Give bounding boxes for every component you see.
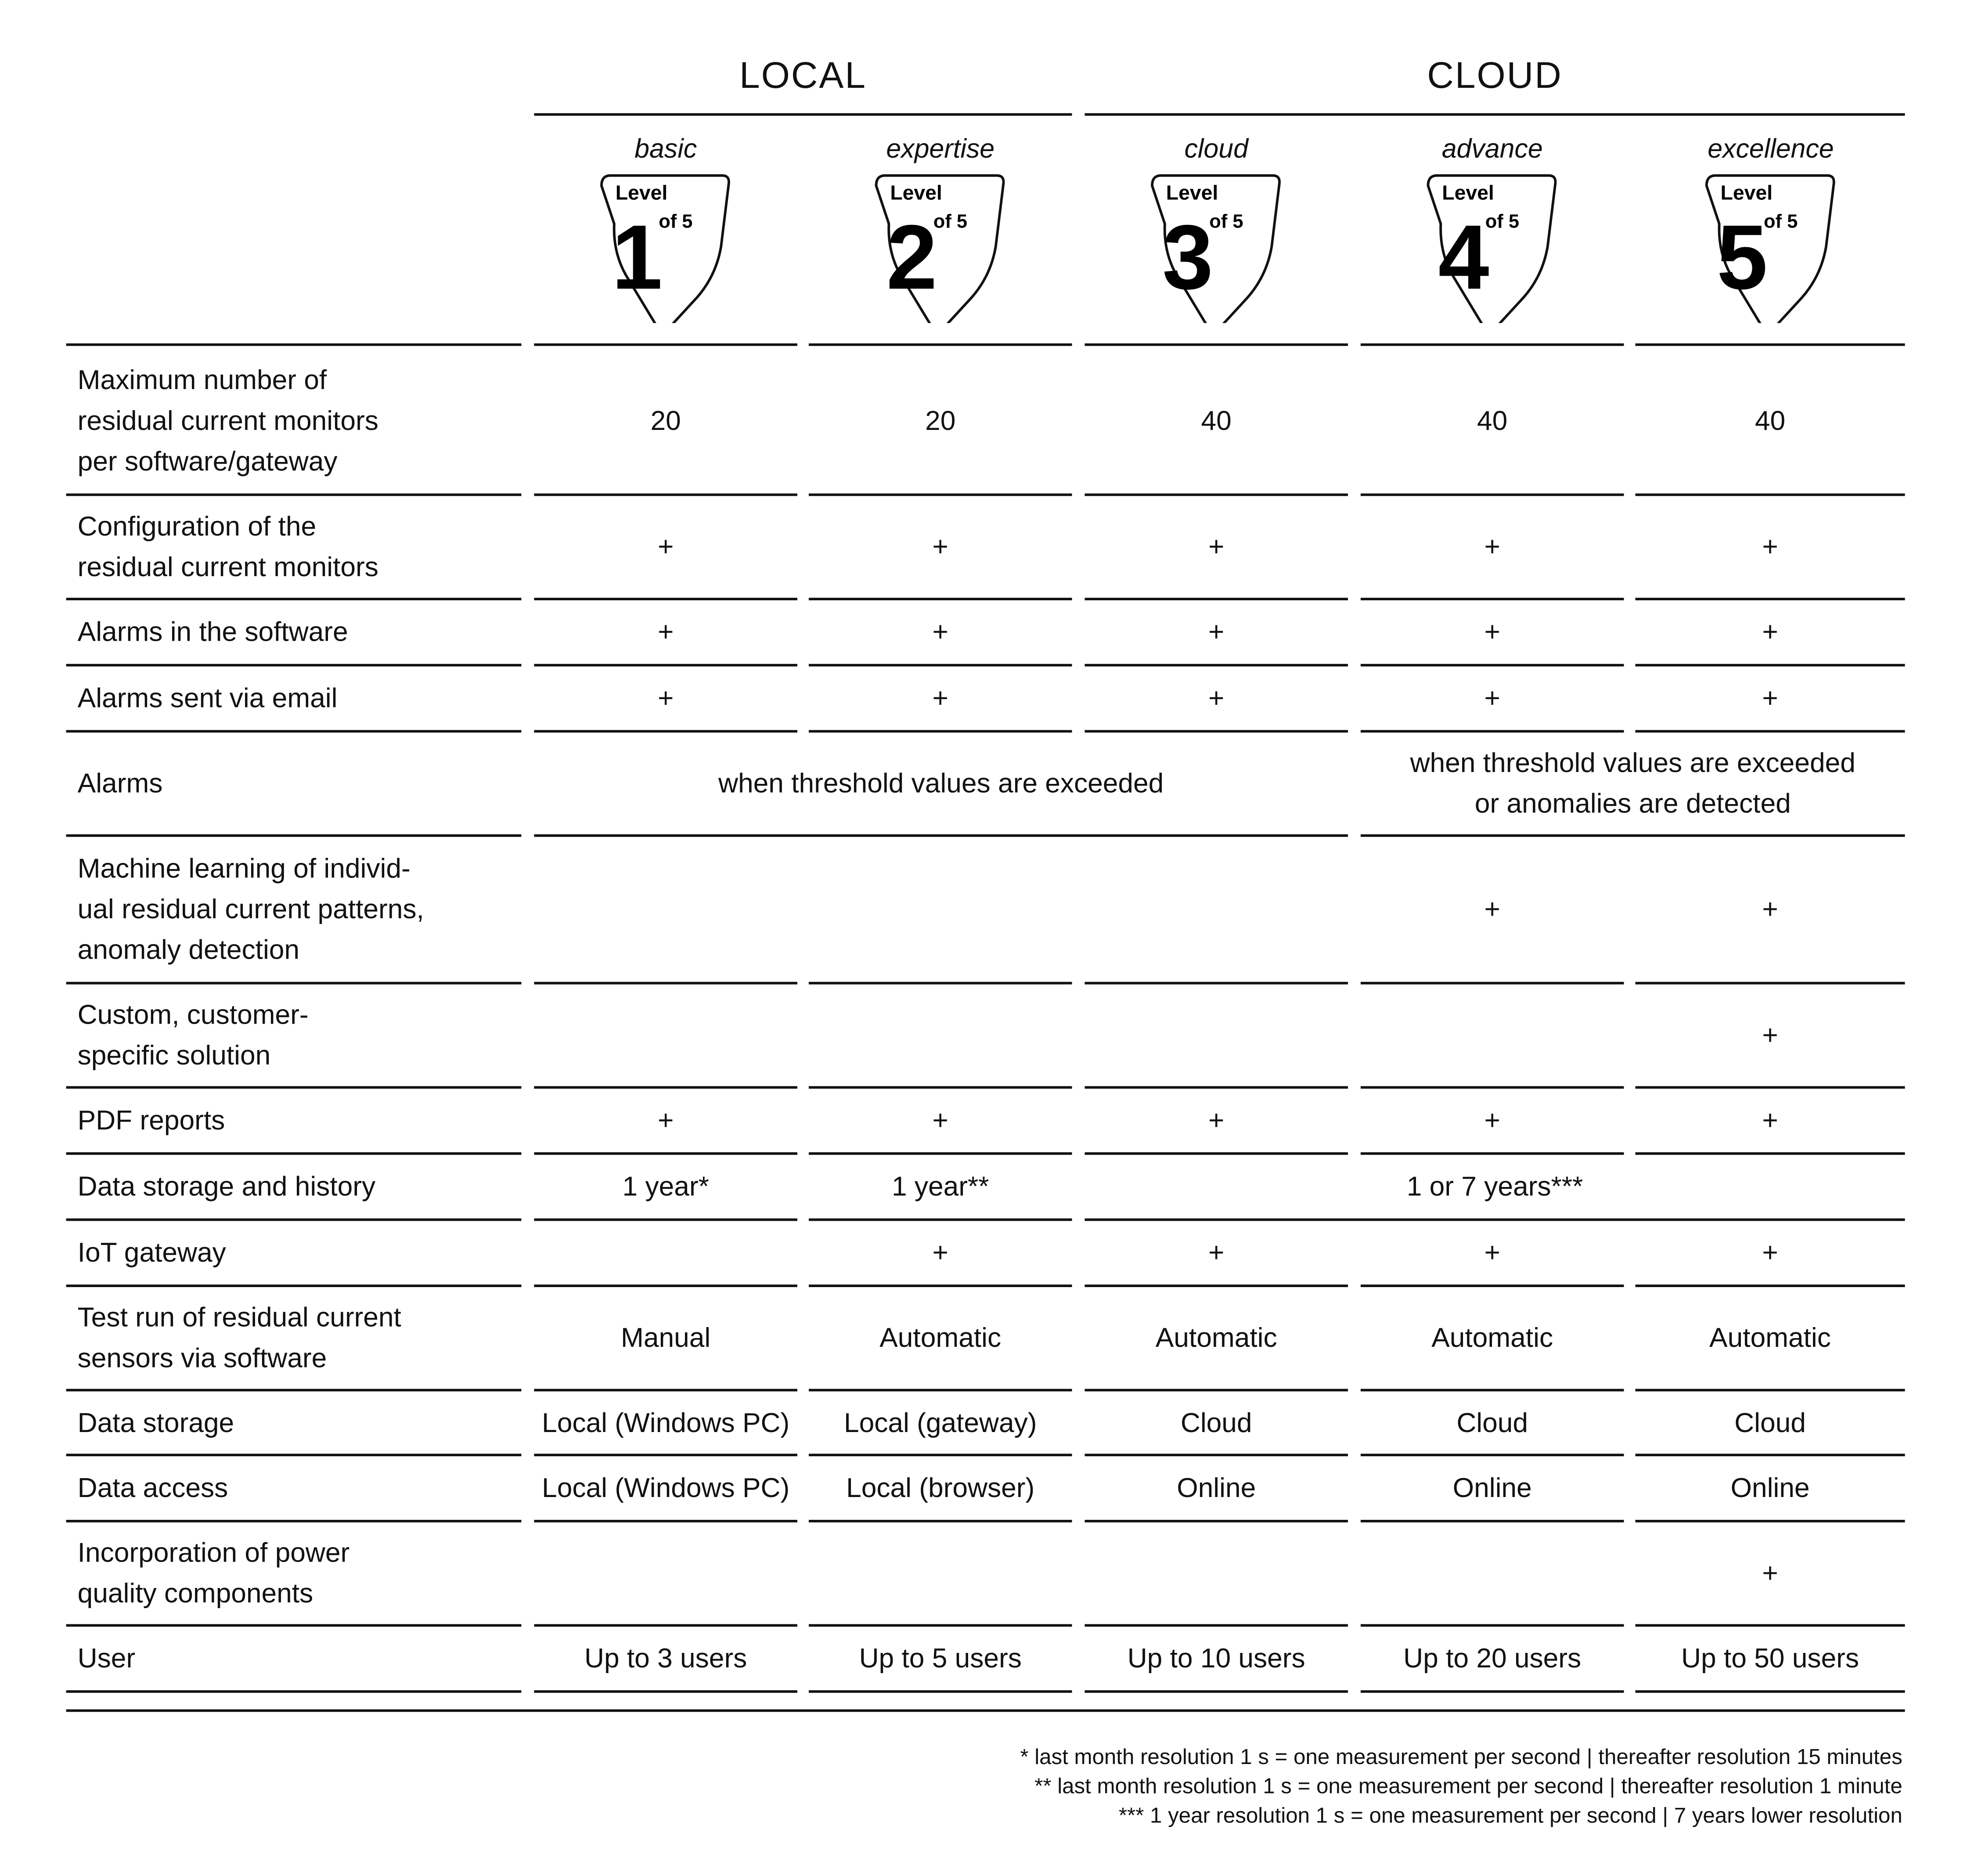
- feature-included-mark: +: [1085, 600, 1348, 667]
- table-cell: 20: [809, 349, 1072, 496]
- table-cell: Cloud: [1085, 1391, 1348, 1456]
- svg-text:of 5: of 5: [1208, 211, 1243, 232]
- table-cell: Local (Windows PC): [534, 1456, 797, 1522]
- feature-included-mark: +: [534, 496, 797, 600]
- feature-included-mark: +: [1636, 1221, 1905, 1287]
- feature-included-mark: +: [809, 667, 1072, 733]
- level-badge-icon: [1421, 170, 1564, 323]
- row-label: Machine learning of individ- ual residual current patterns, anomaly detection: [66, 837, 522, 985]
- feature-included-mark: +: [1361, 600, 1624, 667]
- table-cell: 40: [1636, 349, 1905, 496]
- feature-included-mark: +: [1636, 1089, 1905, 1155]
- row-label: PDF reports: [66, 1089, 522, 1155]
- svg-text:4: 4: [1438, 206, 1489, 309]
- feature-included-mark: +: [1636, 496, 1905, 600]
- row-label: Test run of residual current sensors via software: [66, 1287, 522, 1391]
- table-cell: [809, 837, 1072, 985]
- feature-included-mark: +: [809, 1221, 1072, 1287]
- svg-text:1: 1: [611, 206, 662, 309]
- tier-basic: [534, 135, 797, 323]
- tier-name: advance: [1441, 134, 1543, 164]
- feature-included-mark: +: [1636, 837, 1905, 985]
- header-rule: [534, 343, 797, 346]
- feature-included-mark: +: [1085, 1221, 1348, 1287]
- svg-text:Level: Level: [889, 181, 942, 204]
- svg-text:of 5: of 5: [658, 211, 692, 232]
- row-label: Data storage and history: [66, 1155, 522, 1221]
- feature-included-mark: +: [1361, 667, 1624, 733]
- table-cell: [809, 1522, 1072, 1627]
- tier-name: expertise: [886, 134, 995, 164]
- footnote: ** last month resolution 1 s = one measurement per second | thereafter resolution 1 minute: [1034, 1774, 1903, 1799]
- svg-text:3: 3: [1161, 206, 1213, 309]
- header-rule: [1085, 343, 1348, 346]
- header-rule: [1361, 343, 1624, 346]
- row-label: Alarms: [66, 732, 522, 837]
- table-cell: [534, 1522, 797, 1627]
- feature-included-mark: +: [1361, 837, 1624, 985]
- table-cell: Cloud: [1636, 1391, 1905, 1456]
- group-title-cloud: CLOUD: [1427, 56, 1563, 97]
- table-cell: 40: [1361, 349, 1624, 496]
- svg-text:Level: Level: [1441, 181, 1494, 204]
- tier-name: excellence: [1708, 134, 1834, 164]
- table-cell: [1361, 1522, 1624, 1627]
- table-cell: Online: [1085, 1456, 1348, 1522]
- svg-text:Level: Level: [1720, 181, 1772, 204]
- table-cell: Automatic: [1636, 1287, 1905, 1391]
- tier-advance: [1361, 135, 1624, 323]
- table-cell: [534, 837, 797, 985]
- feature-included-mark: +: [1636, 985, 1905, 1089]
- feature-included-mark: +: [1085, 667, 1348, 733]
- table-cell: Up to 10 users: [1085, 1627, 1348, 1693]
- footnote: * last month resolution 1 s = one measurement per second | thereafter resolution 15 minutes: [1020, 1745, 1903, 1769]
- table-cell: Automatic: [1361, 1287, 1624, 1391]
- feature-included-mark: +: [534, 600, 797, 667]
- table-cell: 1 year**: [809, 1155, 1072, 1221]
- svg-text:of 5: of 5: [933, 211, 967, 232]
- feature-included-mark: +: [1636, 667, 1905, 733]
- header-rule: [66, 343, 522, 346]
- table-cell: [1361, 985, 1624, 1089]
- feature-included-mark: +: [809, 496, 1072, 600]
- table-cell: Automatic: [809, 1287, 1072, 1391]
- table-cell: [1085, 1522, 1348, 1627]
- table-cell: [1085, 985, 1348, 1089]
- table-cell: [534, 985, 797, 1089]
- group-divider: [1085, 113, 1905, 116]
- row-label: User: [66, 1627, 522, 1693]
- level-badge-icon: [1700, 170, 1842, 323]
- feature-included-mark: +: [1361, 1221, 1624, 1287]
- table-cell: Online: [1636, 1456, 1905, 1522]
- row-label: Alarms sent via email: [66, 667, 522, 733]
- tier-name: cloud: [1184, 134, 1248, 164]
- level-badge-icon: [1145, 170, 1287, 323]
- table-cell: 1 year*: [534, 1155, 797, 1221]
- table-cell: Local (Windows PC): [534, 1391, 797, 1456]
- svg-text:5: 5: [1716, 206, 1767, 309]
- tier-expertise: [809, 135, 1072, 323]
- row-label: Alarms in the software: [66, 600, 522, 667]
- row-label: Custom, customer- specific solution: [66, 985, 522, 1089]
- table-cell: Online: [1361, 1456, 1624, 1522]
- svg-text:Level: Level: [1165, 181, 1218, 204]
- table-cell: when threshold values are exceeded or anomalies are detected: [1361, 732, 1905, 837]
- table-cell: [1085, 837, 1348, 985]
- group-title-local: LOCAL: [739, 56, 867, 97]
- table-cell: 40: [1085, 349, 1348, 496]
- feature-included-mark: +: [809, 1089, 1072, 1155]
- svg-text:of 5: of 5: [1763, 211, 1797, 232]
- feature-included-mark: +: [1636, 600, 1905, 667]
- feature-included-mark: +: [1361, 496, 1624, 600]
- table-cell: [809, 985, 1072, 1089]
- feature-included-mark: +: [1085, 1089, 1348, 1155]
- table-cell: Up to 50 users: [1636, 1627, 1905, 1693]
- svg-text:of 5: of 5: [1485, 211, 1519, 232]
- feature-included-mark: +: [809, 600, 1072, 667]
- footnotes: [1020, 1743, 1902, 1830]
- feature-included-mark: +: [1085, 496, 1348, 600]
- row-label: Configuration of the residual current monitors: [66, 496, 522, 600]
- table-cell: Automatic: [1085, 1287, 1348, 1391]
- table-cell: Local (gateway): [809, 1391, 1072, 1456]
- feature-included-mark: +: [1361, 1089, 1624, 1155]
- table-cell: 20: [534, 349, 797, 496]
- header-rule: [809, 343, 1072, 346]
- svg-text:2: 2: [886, 206, 937, 309]
- feature-included-mark: +: [534, 1089, 797, 1155]
- tier-name: basic: [634, 134, 697, 164]
- row-label: Data access: [66, 1456, 522, 1522]
- level-badge-icon: [595, 170, 737, 323]
- row-label: Data storage: [66, 1391, 522, 1456]
- row-label: IoT gateway: [66, 1221, 522, 1287]
- table-bottom-rule: [66, 1709, 1905, 1712]
- tier-cloud: [1085, 135, 1348, 323]
- table-cell: 1 or 7 years***: [1085, 1155, 1905, 1221]
- table-cell: Up to 3 users: [534, 1627, 797, 1693]
- table-cell: Up to 20 users: [1361, 1627, 1624, 1693]
- row-label: Incorporation of power quality components: [66, 1522, 522, 1627]
- table-cell: Up to 5 users: [809, 1627, 1072, 1693]
- table-cell: when threshold values are exceeded: [534, 732, 1348, 837]
- table-cell: Local (browser): [809, 1456, 1072, 1522]
- feature-included-mark: +: [1636, 1522, 1905, 1627]
- table-cell: Cloud: [1361, 1391, 1624, 1456]
- header-rule: [1636, 343, 1905, 346]
- level-badge-icon: [869, 170, 1012, 323]
- svg-text:Level: Level: [615, 181, 667, 204]
- footnote: *** 1 year resolution 1 s = one measurement per second | 7 years lower resolution: [1118, 1803, 1903, 1828]
- table-cell: Manual: [534, 1287, 797, 1391]
- group-divider: [534, 113, 1072, 116]
- feature-included-mark: +: [534, 667, 797, 733]
- tier-excellence: [1639, 135, 1903, 323]
- row-label: Maximum number of residual current monitors per software/gateway: [66, 349, 522, 496]
- table-cell: [534, 1221, 797, 1287]
